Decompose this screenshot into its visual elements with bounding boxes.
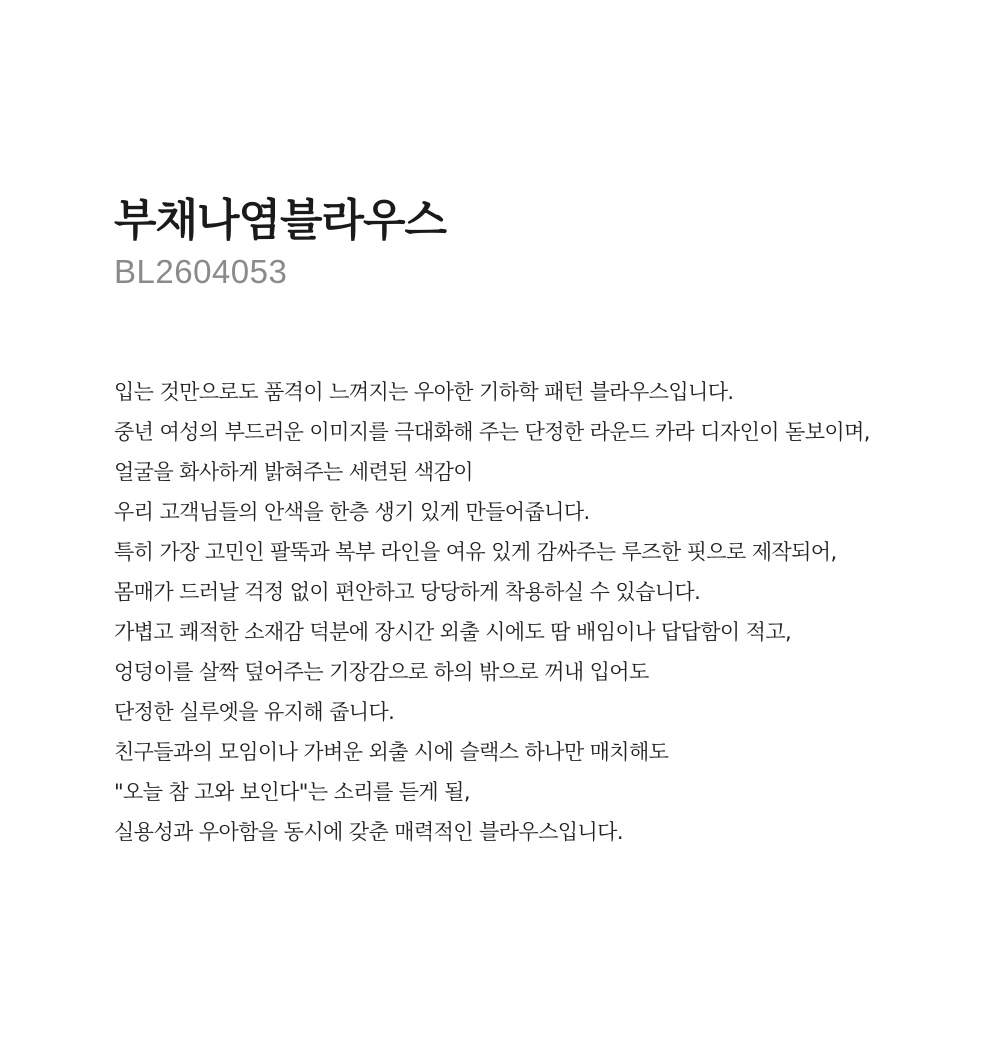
description-line: 얼굴을 화사하게 밝혀주는 세련된 색감이 xyxy=(114,460,473,484)
description-line: "오늘 참 고와 보인다"는 소리를 듣게 될, xyxy=(114,780,470,804)
description-line: 몸매가 드러날 걱정 없이 편안하고 당당하게 착용하실 수 있습니다. xyxy=(114,580,701,604)
product-header xyxy=(114,190,984,292)
description-line: 가볍고 쾌적한 소재감 덕분에 장시간 외출 시에도 땀 배임이나 답답함이 적고, xyxy=(114,620,792,644)
product-name: 부채나염블라우스 xyxy=(114,195,447,246)
description-line: 친구들과의 모임이나 가벼운 외출 시에 슬랙스 하나만 매치해도 xyxy=(114,740,669,764)
product-description xyxy=(114,372,984,852)
description-line: 우리 고객님들의 안색을 한층 생기 있게 만들어줍니다. xyxy=(114,500,590,524)
description-line: 엉덩이를 살짝 덮어주는 기장감으로 하의 밖으로 꺼내 입어도 xyxy=(114,660,649,684)
description-line: 단정한 실루엣을 유지해 줍니다. xyxy=(114,700,395,724)
description-line: 특히 가장 고민인 팔뚝과 복부 라인을 여유 있게 감싸주는 루즈한 핏으로 제작되어, xyxy=(114,540,837,564)
description-line: 실용성과 우아함을 동시에 갖춘 매력적인 블라우스입니다. xyxy=(114,820,623,844)
product-code: BL2604053 xyxy=(114,253,288,290)
description-line: 중년 여성의 부드러운 이미지를 극대화해 주는 단정한 라운드 카라 디자인이 돋보이며, xyxy=(114,420,870,444)
description-line: 입는 것만으로도 품격이 느껴지는 우아한 기하학 패턴 블라우스입니다. xyxy=(114,380,734,404)
